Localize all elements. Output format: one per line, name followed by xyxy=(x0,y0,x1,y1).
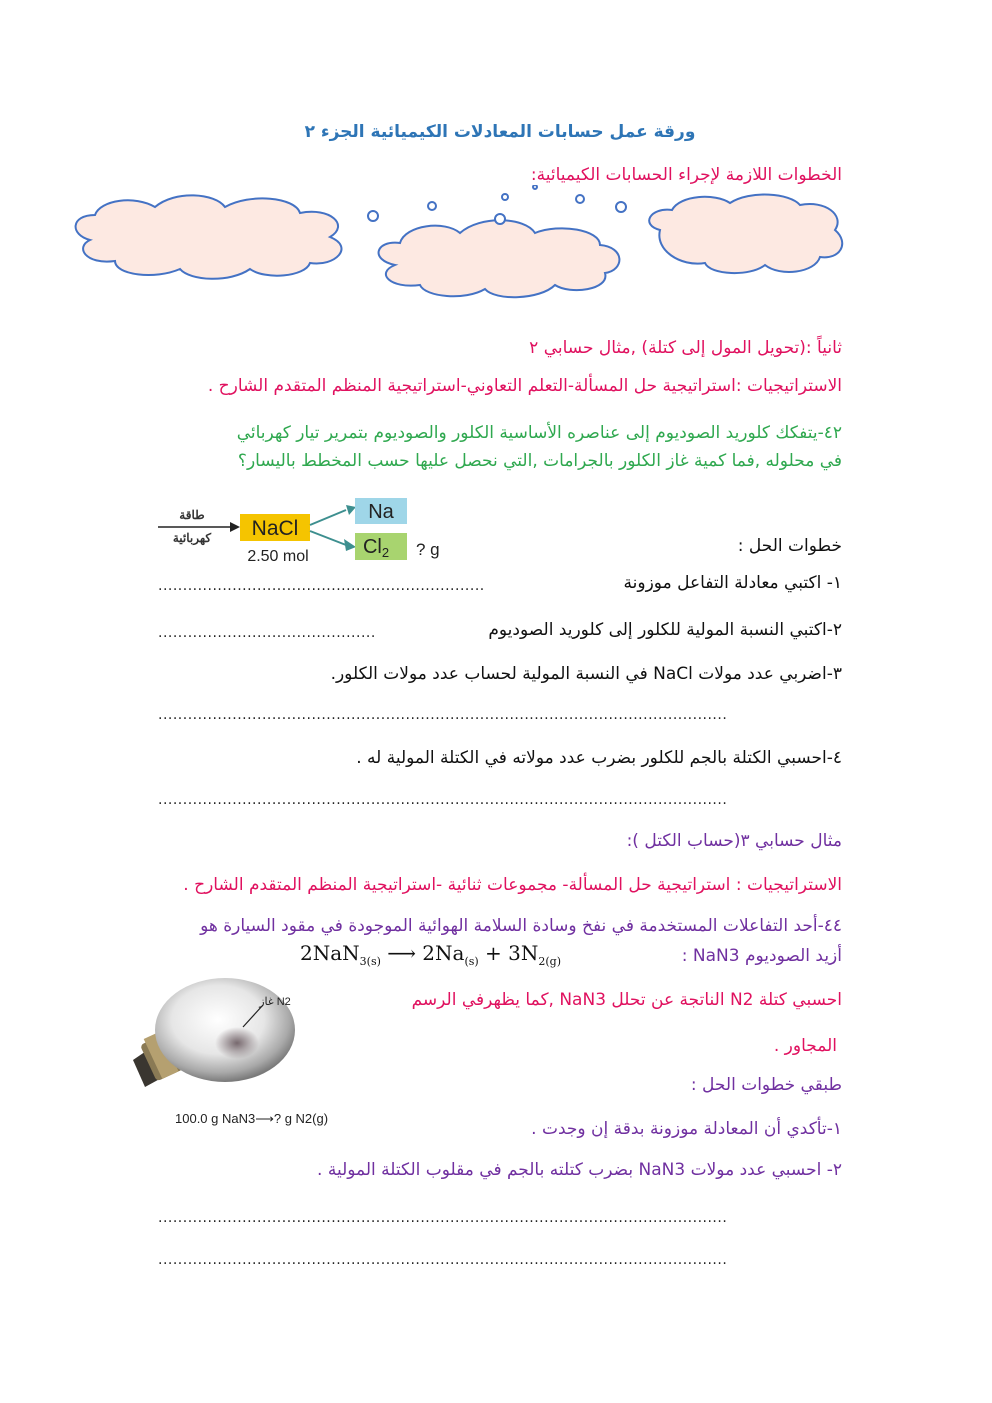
cloud-right xyxy=(649,195,842,274)
unknown-mass-label: ? g xyxy=(416,540,440,559)
bubble xyxy=(495,214,505,224)
airbag-illustration xyxy=(125,975,345,1130)
section3-question-line2: أزيد الصوديوم NaN3 : xyxy=(681,946,842,966)
apply-heading: طبقي خطوات الحل : xyxy=(690,1075,842,1095)
na-label: Na xyxy=(368,501,394,523)
bubble xyxy=(428,202,436,210)
bubble xyxy=(502,194,508,200)
steps-heading: الخطوات اللازمة لإجراء الحسابات الكيميائية: xyxy=(530,165,842,185)
cloud-left xyxy=(76,195,342,278)
thought-clouds xyxy=(60,185,860,315)
gas-label: غاز N2 xyxy=(259,996,291,1008)
image-caption: 100.0 g NaN3⟶? g N2(g) xyxy=(175,1111,329,1126)
arrow-to-cl xyxy=(310,531,346,545)
s3-answer-dots-2[interactable]: ................................................................................................................... xyxy=(158,1252,728,1268)
bubble xyxy=(533,185,537,189)
solution-heading: خطوات الحل : xyxy=(737,536,842,556)
s2-step4-answer-dots[interactable]: ................................................................................................................... xyxy=(158,792,728,808)
section3-strategies: الاستراتيجيات : استراتيجية حل المسألة- مجموعات ثنائية -استراتيجية المنظم المتقدم الشارح . xyxy=(183,875,842,895)
section2-question-line1: ٤٢-يتفكك كلوريد الصوديوم إلى عناصره الأساسية الكلور والصوديوم بتمرير تيار كهربائي xyxy=(236,423,842,443)
s2-step2: ٢-اكتبي النسبة المولية للكلور إلى كلوريد الصوديوم xyxy=(488,620,842,640)
section2-strategies: الاستراتيجيات :استراتيجية حل المسألة-التعلم التعاوني-استراتيجية المنظم المتقدم الشارح . xyxy=(207,376,842,396)
section2-question-line2: في محلوله ,فما كمية غاز الكلور بالجرامات ,التي نحصل عليها حسب المخطط باليسار؟ xyxy=(237,451,842,471)
section3-task-line2: المجاور . xyxy=(773,1036,837,1056)
nan3-equation: 2NaN$_{3(s)}$ ⟶ $2Na_{(s)} + 3N_{2(g)}$ xyxy=(300,941,561,968)
page-title: ورقة عمل حسابات المعادلات الكيميائية الجزء ٢ xyxy=(304,122,696,142)
s3-step2: ٢- احسبي عدد مولات NaN3 بضرب كتلته بالجم في مقلوب الكتلة المولية . xyxy=(317,1160,842,1180)
s2-step2-answer-dots[interactable]: ............................................ xyxy=(158,625,376,641)
s3-answer-dots-1[interactable]: ................................................................................................................... xyxy=(158,1210,728,1226)
cl-label: $Cl_2$ xyxy=(362,536,390,560)
bubble xyxy=(368,211,378,221)
cloud-middle xyxy=(379,220,620,297)
s2-step3: ٣-اضربي عدد مولات NaCl في النسبة المولية لحساب عدد مولات الكلور. xyxy=(330,664,842,684)
section2-heading: ثانياً :(تحويل المول إلى كتلة) ,مثال حسابي ٢ xyxy=(529,338,842,358)
s2-step4: ٤-احسبي الكتلة بالجم للكلور بضرب عدد مولاته في الكتلة المولية له . xyxy=(356,748,842,768)
energy-label-top: طاقة xyxy=(179,508,205,522)
nacl-decomposition-diagram xyxy=(150,495,460,570)
section3-question-line1: ٤٤-أحد التفاعلات المستخدمة في نفخ وسادة السلامة الهوائية الموجودة في مقود السيارة هو xyxy=(200,916,842,936)
reactant-label: NaCl xyxy=(251,517,299,540)
bubble xyxy=(616,202,626,212)
s2-step3-answer-dots[interactable]: ................................................................................................................... xyxy=(158,707,728,723)
s3-step1: ١-تأكدي أن المعادلة موزونة بدقة إن وجدت . xyxy=(531,1119,842,1139)
section3-heading: مثال حسابي ٣(حساب الكتل ): xyxy=(626,831,842,851)
section3-task-line1: احسبي كتلة N2 الناتجة عن تحلل NaN3 ,كما يظهرفي الرسم xyxy=(411,990,842,1010)
energy-label-bottom: كهربائية xyxy=(172,531,212,545)
bubble xyxy=(576,195,584,203)
moles-label: 2.50 mol xyxy=(247,548,309,565)
s2-step1: ١- اكتبي معادلة التفاعل موزونة xyxy=(623,573,842,593)
s2-step1-answer-dots[interactable]: .................................................................. xyxy=(158,578,485,594)
arrow-to-na xyxy=(310,510,346,525)
